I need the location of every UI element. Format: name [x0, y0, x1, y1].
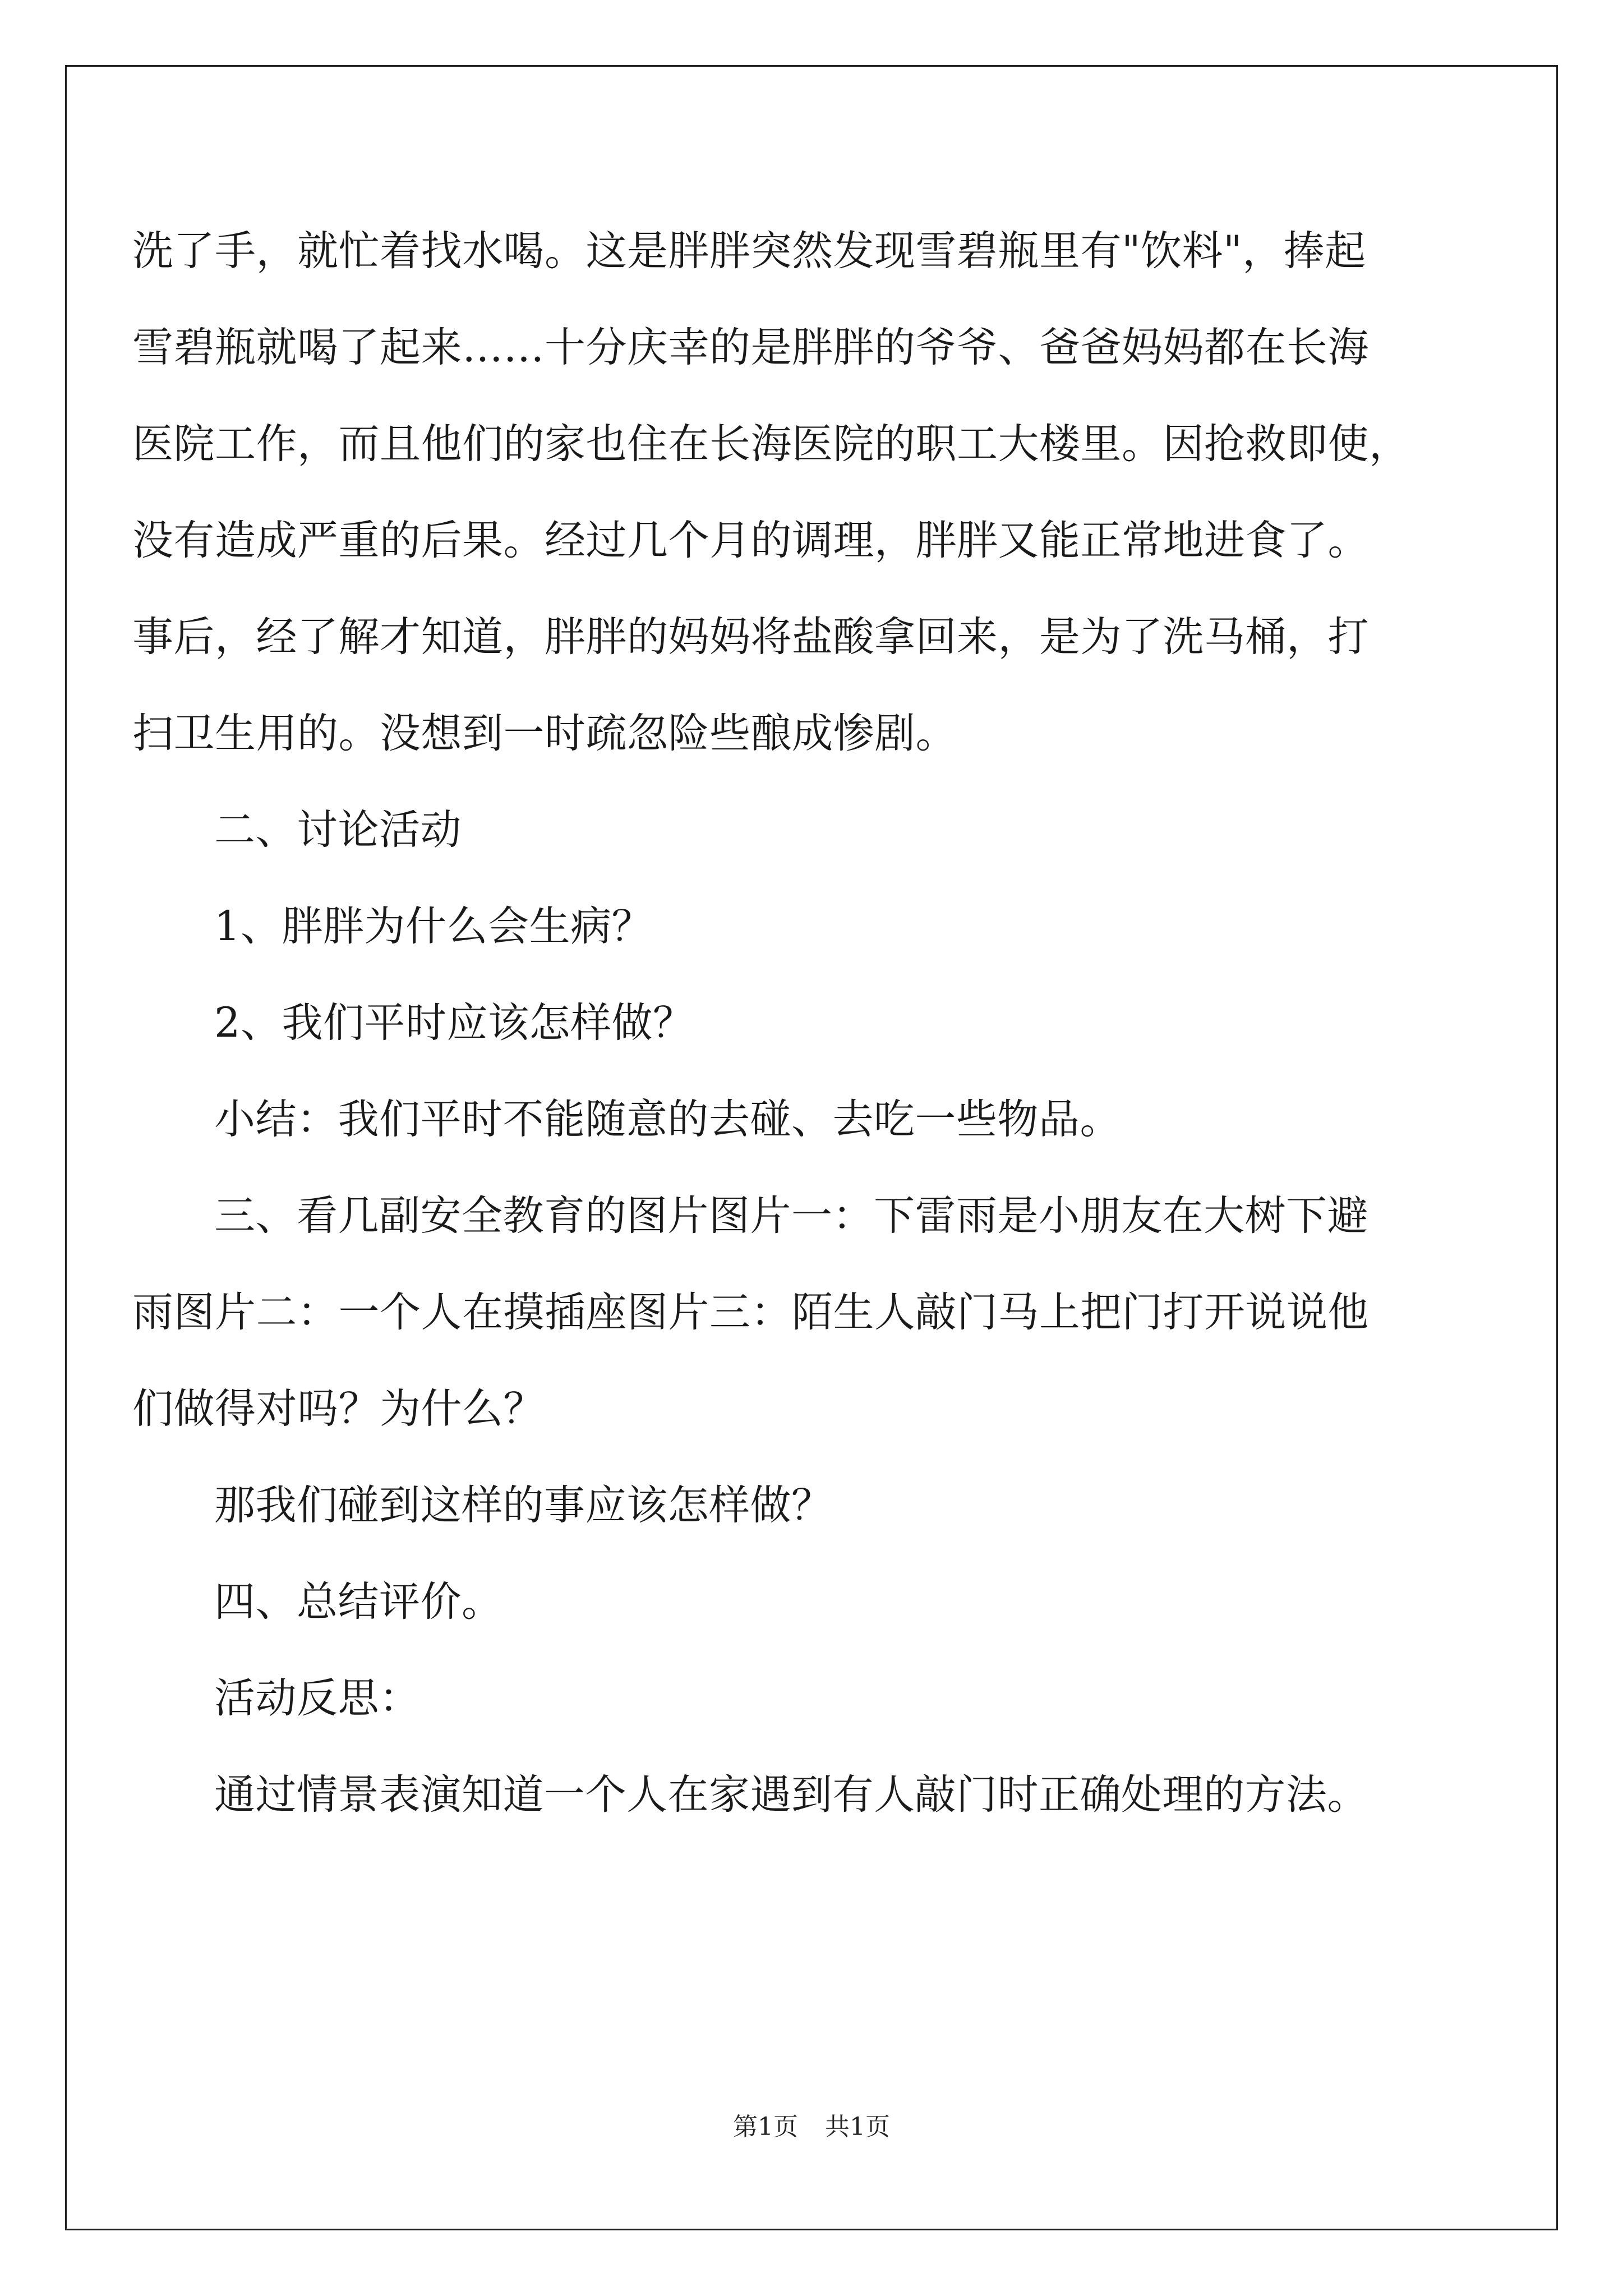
page-number: 第1页	[733, 2113, 798, 2141]
paragraph-line: 雪碧瓶就喝了起来……十分庆幸的是胖胖的爷爷、爸爸妈妈都在长海	[132, 324, 1369, 371]
paragraph-line: 没有造成严重的后果。经过几个月的调理，胖胖又能正常地进食了。	[132, 517, 1369, 564]
paragraph-line: 那我们碰到这样的事应该怎样做？	[214, 1481, 833, 1529]
list-item: 1、胖胖为什么会生病？	[214, 903, 653, 950]
paragraph-line: 通过情景表演知道一个人在家遇到有人敲门时正确处理的方法。	[214, 1771, 1368, 1819]
list-item: 2、我们平时应该怎样做？	[214, 999, 694, 1047]
paragraph-line: 事后，经了解才知道，胖胖的妈妈将盐酸拿回来，是为了洗马桶，打	[132, 613, 1369, 661]
section-heading: 三、看几副安全教育的图片图片一：下雷雨是小朋友在大树下避	[214, 1192, 1368, 1240]
page-footer	[0, 2106, 1623, 2142]
section-heading: 四、总结评价。	[214, 1578, 503, 1626]
paragraph-line: 洗了手，就忙着找水喝。这是胖胖突然发现雪碧瓶里有"饮料"，捧起	[132, 227, 1366, 275]
section-heading: 二、讨论活动	[214, 806, 462, 854]
paragraph-line: 雨图片二：一个人在摸插座图片三：陌生人敲门马上把门打开说说他	[132, 1289, 1369, 1336]
page-total: 共1页	[825, 2113, 890, 2141]
paragraph-line: 扫卫生用的。没想到一时疏忽险些酿成惨剧。	[132, 710, 957, 757]
summary-line: 小结：我们平时不能随意的去碰、去吃一些物品。	[214, 1096, 1121, 1143]
page-border	[65, 65, 1558, 2230]
section-heading: 活动反思：	[214, 1674, 421, 1722]
paragraph-line: 们做得对吗？为什么？	[132, 1385, 545, 1433]
paragraph-line: 医院工作，而且他们的家也住在长海医院的职工大楼里。因抢救即使，	[132, 420, 1410, 468]
